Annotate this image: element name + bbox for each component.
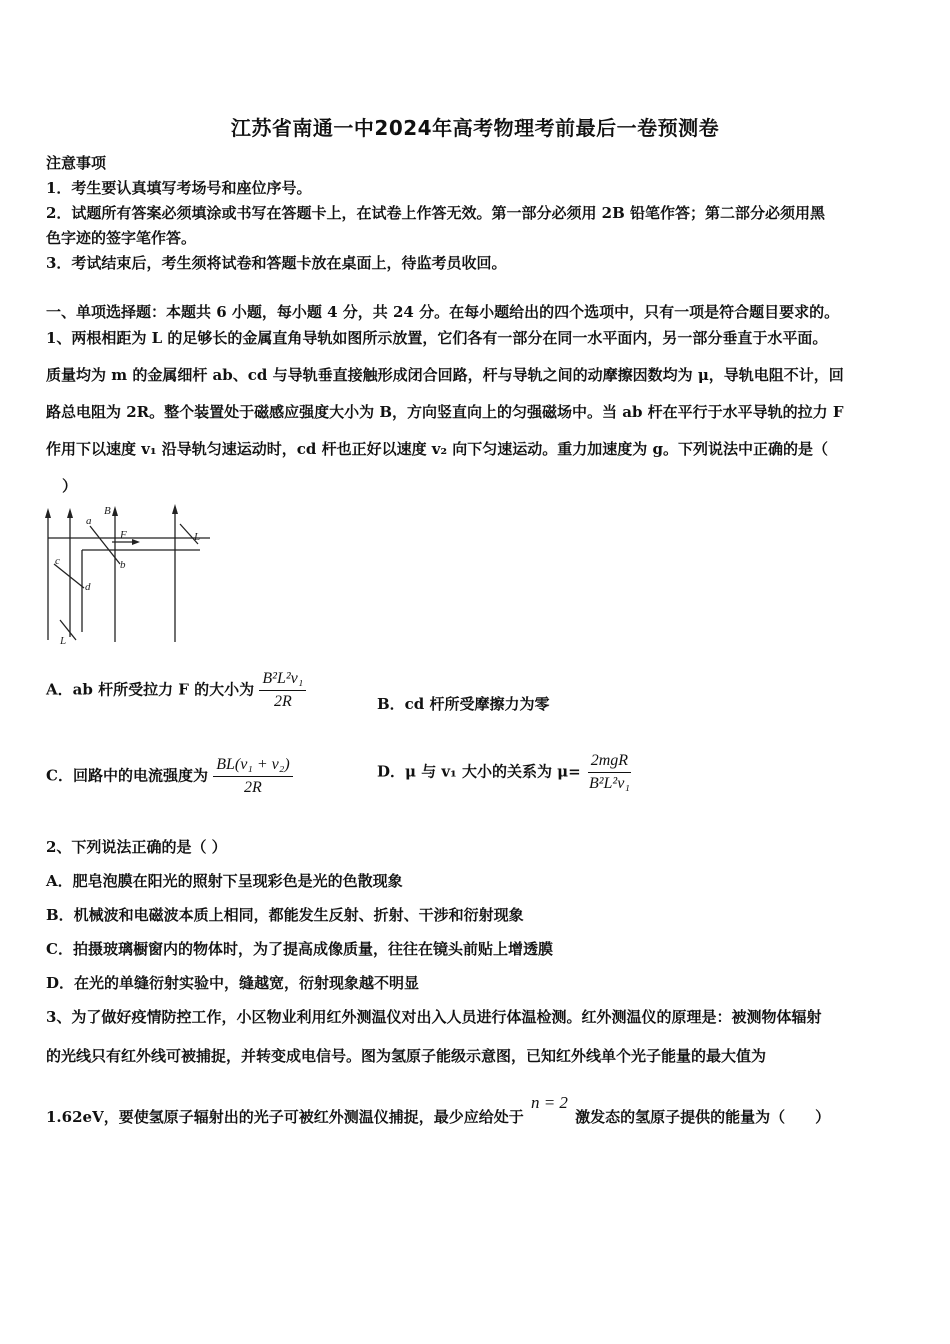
q1-option-c-fraction: $\frac{\text{BL(v₁ + v₂)}}{2R}$ [213, 756, 292, 797]
q1-line-3: 路总电阻为 2R。整个装置处于磁感应强度大小为 B，方向竖直向上的匀强磁场中。当 ab 杆在平行于水平导轨的拉力 F [46, 403, 844, 421]
q1-option-a: A．ab 杆所受拉力 F 的大小为 $\frac{\text{B²L²v₁}}{2R}$ [46, 670, 306, 711]
section-heading: 一、单项选择题：本题共 6 小题，每小题 4 分，共 24 分。在每小题给出的四个选项中，只有一项是符合题目要求的。 [46, 303, 840, 321]
label-b: b [120, 559, 126, 571]
q1-rail-figure [40, 502, 220, 652]
notice-item-1: 1．考生要认真填写考场号和座位序号。 [46, 179, 312, 197]
q3-line-2: 的光线只有红外线可被捕捉，并转变成电信号。图为氢原子能级示意图，已知红外线单个光子能量的最大值为 [46, 1047, 767, 1065]
q1-line-2: 质量均为 m 的金属细杆 ab、cd 与导轨垂直接触形成闭合回路，杆与导轨之间的动摩擦因数均为 μ，导轨电阻不计，回 [46, 366, 844, 384]
label-a: a [86, 515, 92, 527]
q1-option-d-fraction: $\frac{\text{2mgR}}{\text{B²L²v₁}}$ [588, 752, 630, 792]
q1-option-a-fraction: $\frac{\text{B²L²v₁}}{2R}$ [259, 670, 306, 711]
q1-line-4: 作用下以速度 v₁ 沿导轨匀速运动时，cd 杆也正好以速度 v₂ 向下匀速运动。重力加速度为 g。下列说法中正确的是（ [46, 440, 829, 458]
label-L-top: L [194, 531, 201, 543]
label-B: B [104, 505, 111, 517]
q2-option-b: B．机械波和电磁波本质上相同，都能发生反射、折射、干涉和衍射现象 [46, 906, 524, 924]
q1-line-5: ） [62, 477, 78, 495]
q2-option-a: A．肥皂泡膜在阳光的照射下呈现彩色是光的色散现象 [46, 872, 403, 890]
notice-item-2: 2．试题所有答案必须填涂或书写在答题卡上，在试卷上作答无效。第一部分必须用 2B 铅笔作答；第二部分必须用黑 [46, 204, 826, 222]
label-c: c [55, 555, 60, 567]
q2-stem: 2、下列说法正确的是（ ） [46, 838, 227, 856]
q3-line-3: 1.62eV，要使氢原子辐射出的光子可被红外测温仪捕捉，最少应给处于 n = 2 激发态的氢原子提供的能量为（ ） [46, 1093, 831, 1126]
q2-option-d: D．在光的单缝衍射实验中，缝越宽，衍射现象越不明显 [46, 974, 420, 992]
q2-option-c: C．拍摄玻璃橱窗内的物体时，为了提高成像质量，往往在镜头前贴上增透膜 [46, 940, 553, 958]
label-F: F [120, 529, 127, 541]
label-L-bottom: L [60, 635, 67, 647]
q3-line-1: 3、为了做好疫情防控工作，小区物业利用红外测温仪对出入人员进行体温检测。红外测温仪的原理是：被测物体辐射 [46, 1008, 822, 1026]
notice-item-2-cont: 色字迹的签字笔作答。 [46, 229, 197, 247]
notice-heading: 注意事项 [46, 154, 107, 172]
q3-n-equals-2: n = 2 [530, 1093, 568, 1112]
label-d: d [85, 581, 91, 593]
page-title: 江苏省南通一中2024年高考物理考前最后一卷预测卷 [230, 116, 720, 140]
notice-item-3: 3．考试结束后，考生须将试卷和答题卡放在桌面上，待监考员收回。 [46, 254, 507, 272]
q1-line-1: 1、两根相距为 L 的足够长的金属直角导轨如图所示放置，它们各有一部分在同一水平面内，另一部分垂直于水平面。 [46, 329, 828, 347]
q1-option-d: D．μ 与 v₁ 大小的关系为 μ= $\frac{\text{2mgR}}{\text{B²L²v₁}}$ [377, 752, 633, 793]
q1-option-b: B．cd 杆所受摩擦力为零 [377, 695, 550, 713]
q1-option-c: C．回路中的电流强度为 $\frac{\text{BL(v₁ + v₂)}}{2R}$ [46, 756, 293, 797]
